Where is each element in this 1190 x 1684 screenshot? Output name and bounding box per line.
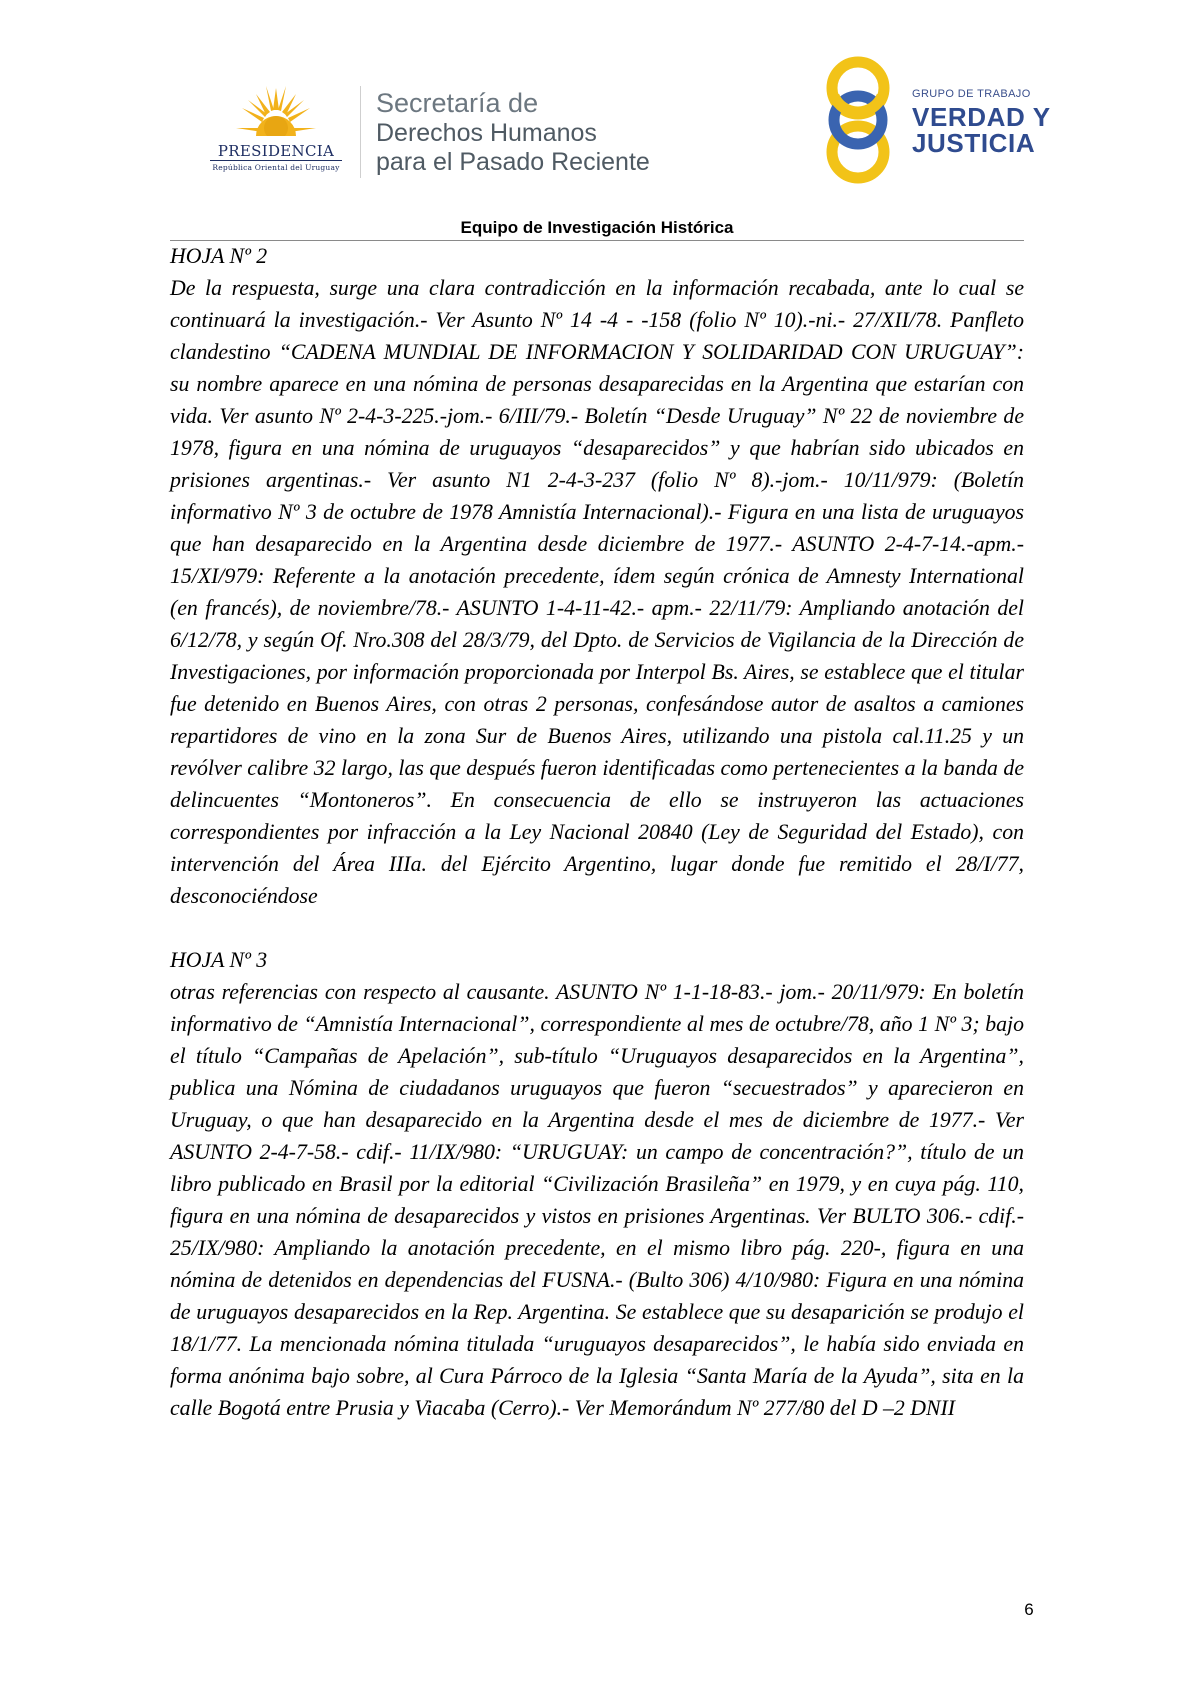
presidencia-name: PRESIDENCIA: [217, 142, 335, 160]
presidencia-subtitle: República Oriental del Uruguay: [212, 163, 340, 172]
secretaria-line-2: Derechos Humanos: [376, 119, 597, 147]
grupo-line-1: GRUPO DE TRABAJO: [912, 88, 1031, 100]
page-number: 6: [1024, 1600, 1034, 1619]
secretaria-logo: [376, 88, 736, 177]
team-title: Equipo de Investigación Histórica: [460, 218, 734, 237]
presidencia-logo: [196, 84, 356, 184]
header-divider: [360, 86, 361, 178]
presidencia-rule: [210, 160, 342, 161]
secretaria-line-1: Secretaría de: [376, 88, 539, 118]
secretaria-line-3: para el Pasado Reciente: [376, 148, 650, 176]
grupo-line-3: JUSTICIA: [912, 128, 1036, 158]
sheet-label-3: HOJA Nº 3: [170, 948, 268, 972]
sheet-label-2: HOJA Nº 2: [170, 244, 268, 268]
document-body: [170, 240, 1024, 1424]
sheet-text-3: otras referencias con respecto al causante. ASUNTO Nº 1-1-18-83.- jom.- 20/11/979: En boletín informativo de “Amnistía Internacional”, correspondiente al mes de octubre/78, año 1 Nº 3; bajo el título “Campañas de Apelación”, sub-título “Uruguayos desaparecidos en la Argentina”, publica una Nómina de ciudadanos uruguayos que fueron “secuestrados” y aparecieron en Uruguay, o que han desaparecido en la Argentina desde el mes de diciembre de 1977.- Ver ASUNTO 2-4-7-58.- cdif.- 11/IX/980: “URUGUAY: un campo de concentración?”, título de un libro publicado en Brasil por la editorial “Civilización Brasileña” en 1979, y en cuya pág. 110, figura en una nómina de desaparecidos y vistos en prisiones Argentinas. Ver BULTO 306.- cdif.- 25/IX/980: Ampliando la anotación precedente, en el mismo libro pág. 220-, figura en una nómina de detenidos en dependencias del FUSNA.- (Bulto 306) 4/10/980: Figura en una nómina de uruguayos desaparecidos en la Rep. Argentina. Se establece que su desaparición se produjo el 18/1/77. La mencionada nómina titulada “uruguayos desaparecidos”, le había sido enviada en forma anónima bajo sobre, al Cura Párroco de la Iglesia “Santa María de la Ayuda”, sita en la calle Bogotá entre Prusia y Viacaba (Cerro).- Ver Memorándum Nº 277/80 del D –2 DNII: [170, 980, 1024, 1420]
interlocked-rings-icon: [818, 56, 898, 184]
sheet-text-2: De la respuesta, surge una clara contradicción en la información recabada, ante lo cual se continuará la investigación.- Ver Asunto Nº 14 -4 - -158 (folio Nº 10).-ni.- 27/XII/78. Panfleto clandestino “CADENA MUNDIAL DE INFORMACION Y SOLIDARIDAD CON URUGUAY”: su nombre aparece en una nómina de personas desaparecidas en la Argentina que estarían con vida. Ver asunto Nº 2-4-3-225.-jom.- 6/III/79.- Boletín “Desde Uruguay” Nº 22 de noviembre de 1978, figura en una nómina de uruguayos “desaparecidos” y que habrían sido ubicados en prisiones argentinas.- Ver asunto N1 2-4-3-237 (folio Nº 8).-jom.- 10/11/979: (Boletín informativo Nº 3 de octubre de 1978 Amnistía Internacional).- Figura en una lista de uruguayos que han desaparecido en la Argentina desde diciembre de 1977.- ASUNTO 2-4-7-14.-apm.- 15/XI/979: Referente a la anotación precedente, ídem según crónica de Amnesty International (en francés), de noviembre/78.- ASUNTO 1-4-11-42.- apm.- 22/11/79: Ampliando anotación del 6/12/78, y según Of. Nro.308 del 28/3/79, del Dpto. de Servicios de Vigilancia de la Dirección de Investigaciones, por información proporcionada por Interpol Bs. Aires, se establece que el titular fue detenido en Buenos Aires, con otras 2 personas, confesándose autor de asaltos a camiones repartidores de vino en la zona Sur de Buenos Aires, utilizando una pistola cal.11.25 y un revólver calibre 32 largo, las que después fueron identificadas como pertenecientes a la banda de delincuentes “Montoneros”. En consecuencia de ello se instruyeron las actuaciones correspondientes por infracción a la Ley Nacional 20840 (Ley de Seguridad del Estado), con intervención del Área IIIa. del Ejército Argentino, lugar donde fue remitido el 28/I/77, desconociéndose: [170, 276, 1024, 908]
verdad-justicia-logo: [818, 56, 1051, 186]
sun-emblem-icon: [236, 84, 316, 146]
paragraph-gap: [170, 912, 1024, 944]
grupo-line-2: VERDAD Y: [912, 102, 1051, 132]
